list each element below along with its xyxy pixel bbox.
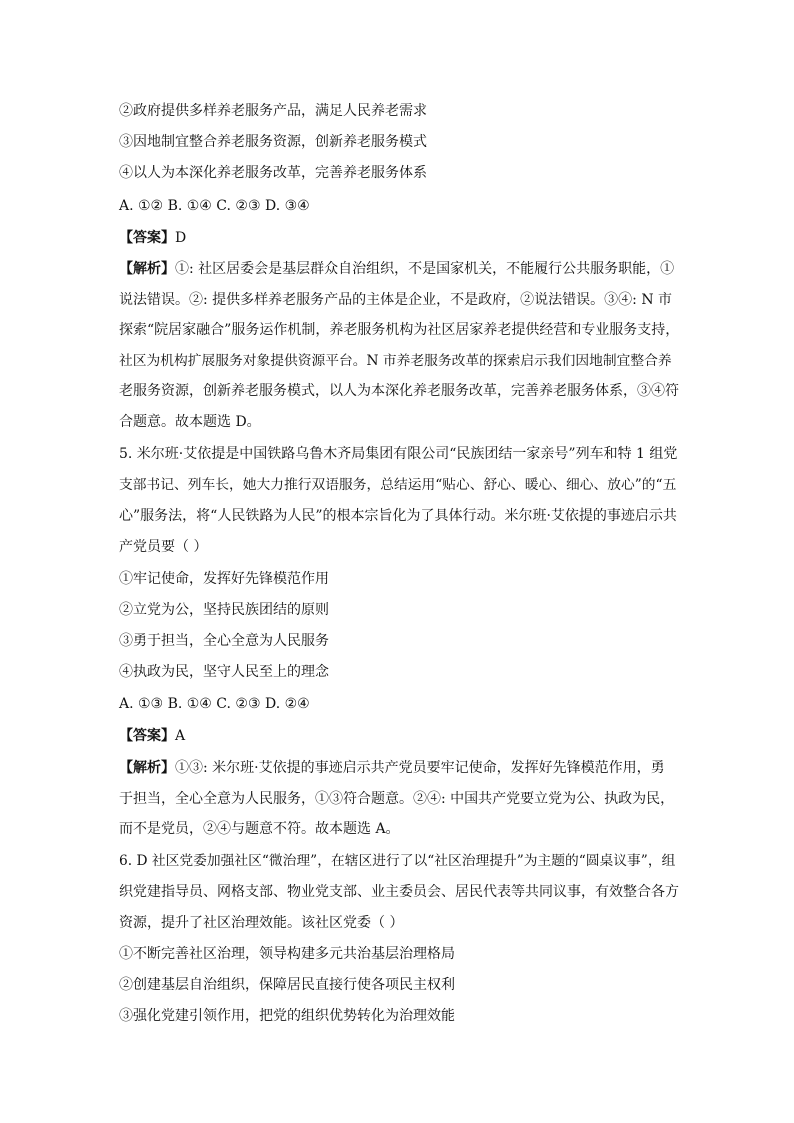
- q6-option-2: ②创建基层自治组织，保障居民直接行使各项民主权利: [119, 977, 455, 993]
- q5-stem-line-4: 产党员要（ ）: [119, 539, 208, 555]
- q6-stem-line-2: 织党建指导员、网格支部、物业党支部、业主委员会、居民代表等共同议事，有效整合各方: [119, 884, 679, 900]
- q5-stem-line-1: 5. 米尔班·艾依提是中国铁路乌鲁木齐局集团有限公司“民族团结一家亲号”列车和特 1 组党: [119, 446, 678, 462]
- q5-answer: [119, 726, 679, 746]
- q6-option-3: ③强化党建引领作用，把党的组织优势转化为治理效能: [119, 1008, 455, 1024]
- q5-option-1: ①牢记使命，发挥好先锋模范作用: [119, 571, 329, 587]
- q6-option-1: ①不断完善社区治理，领导构建多元共治基层治理格局: [119, 946, 455, 962]
- q4-answer: [119, 228, 679, 248]
- q4-analysis-line-6: 合题意。故本题选 D。: [119, 414, 261, 430]
- q4-analysis-label: 【解析】: [119, 261, 175, 277]
- q4-choices: A. ①② B. ①④ C. ②③ D. ③④: [119, 198, 310, 214]
- q5-option-2: ②立党为公，坚持民族团结的原则: [119, 602, 329, 618]
- q4-analysis-line-3: 探索“院居家融合”服务运作机制，养老服务机构为社区居家养老提供经营和专业服务支持，: [119, 322, 680, 338]
- q4-option-3: ③因地制宜整合养老服务资源，创新养老服务模式: [119, 134, 427, 150]
- q4-option-4: ④以人为本深化养老服务改革，完善养老服务体系: [119, 165, 427, 181]
- q4-analysis-line-4: 社区为机构扩展服务对象提供资源平台。N 市养老服务改革的探索启示我们因地制宜整合养: [119, 353, 672, 369]
- q5-stem-line-2: 支部书记、列车长，她大力推行双语服务，总结运用“贴心、舒心、暖心、细心、放心”的“五: [119, 477, 677, 493]
- q5-analysis-line-1: [119, 758, 679, 778]
- q5-analysis-line-2: 于担当，全心全意为人民服务，①③符合题意。②④: 中国共产党要立党为公、执政为民，: [119, 791, 675, 807]
- q4-analysis-text-1: ①: 社区居委会是基层群众自治组织，不是国家机关，不能履行公共服务职能，①: [175, 261, 675, 277]
- q6-stem-line-1: 6. D 社区党委加强社区“微治理”，在辖区进行了以“社区治理提升”为主题的“圆桌议事”，组: [119, 853, 676, 869]
- q5-option-3: ③勇于担当，全心全意为人民服务: [119, 633, 329, 649]
- q5-analysis-label: 【解析】: [119, 760, 175, 776]
- q4-option-2: ②政府提供多样养老服务产品，满足人民养老需求: [119, 103, 427, 119]
- q5-option-4: ④执政为民，坚守人民至上的理念: [119, 664, 329, 680]
- q4-answer-label: 【答案】: [119, 230, 175, 246]
- q5-answer-label: 【答案】: [119, 728, 175, 744]
- q6-stem-line-3: 资源，提升了社区治理效能。该社区党委（ ）: [119, 915, 404, 931]
- q5-answer-value: A: [175, 728, 186, 744]
- q4-analysis-line-5: 老服务资源，创新养老服务模式，以人为本深化养老服务改革，完善养老服务体系，③④符: [119, 383, 679, 399]
- q4-analysis-line-2: 说法错误。②: 提供多样养老服务产品的主体是企业，不是政府，②说法错误。③④: N 市: [119, 292, 673, 308]
- q5-stem-line-3: 心”服务法，将“人民铁路为人民”的根本宗旨化为了具体行动。米尔班·艾依提的事迹启示共: [119, 508, 677, 524]
- q5-choices: A. ①③ B. ①④ C. ②③ D. ②④: [119, 696, 310, 712]
- q4-analysis-line-1: [119, 259, 679, 279]
- q4-answer-value: D: [175, 230, 187, 246]
- q5-analysis-text-1: ①③: 米尔班·艾依提的事迹启示共产党员要牢记使命，发挥好先锋模范作用，勇: [175, 760, 665, 776]
- q5-analysis-line-3: 而不是党员，②④与题意不符。故本题选 A。: [119, 821, 400, 837]
